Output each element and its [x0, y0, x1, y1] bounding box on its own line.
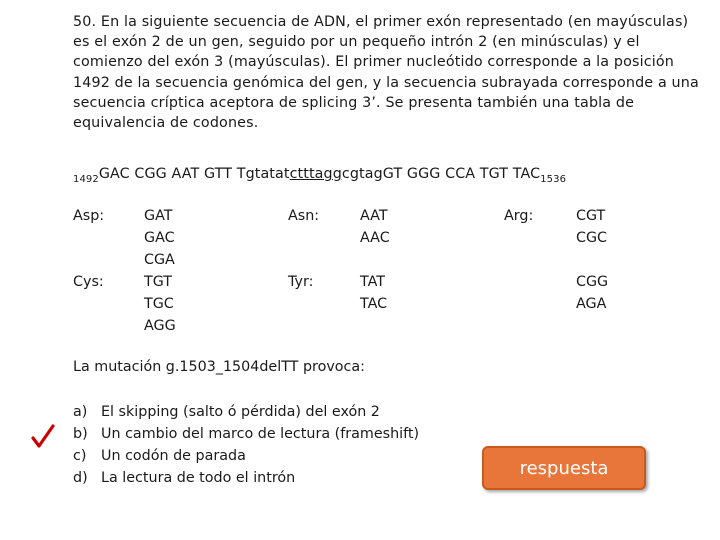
codon-tyr-2: TAC: [360, 296, 388, 312]
codon-cys-3: AGG: [144, 318, 176, 334]
sequence-part-3: GT GGG CCA TGT TAC: [382, 166, 541, 182]
sequence-end-position: 1536: [540, 174, 567, 185]
aa-label-arg: Arg:: [504, 208, 534, 224]
option-letter: b): [73, 426, 88, 442]
sequence-start-position: 1492: [73, 174, 99, 185]
option-d[interactable]: [73, 467, 419, 489]
codon-arg-5: AGA: [576, 296, 607, 312]
codon-cys-1: TGT: [144, 274, 173, 290]
aa-label-tyr: Tyr:: [288, 274, 314, 290]
answer-button[interactable]: respuesta: [482, 446, 646, 490]
codon-asn-2: AAC: [360, 230, 390, 246]
checkmark-icon: [31, 423, 55, 449]
codon-asp-1: GAT: [144, 208, 173, 224]
option-text: El skipping (salto ó pérdida) del exón 2: [101, 404, 380, 420]
option-b[interactable]: [73, 423, 419, 445]
option-letter: c): [73, 448, 87, 464]
cryptic-acceptor-site: ctttagg: [289, 166, 342, 182]
codon-arg-2: CGC: [576, 230, 608, 246]
codon-arg-3: CGA: [144, 252, 175, 268]
option-letter: d): [73, 470, 88, 486]
question-text: 50. En la siguiente secuencia de ADN, el primer exón representado (en mayúsculas) es el exón 2 de un gen, seguido por un pequeño intrón 2 (en minúsculas) y el comienzo del exón 3 (mayúsculas). El primer nucleótido corresponde a la posición 1492 de la secuencia genómica del gen, y la secuencia subrayada corresponde a una secuencia críptica aceptora de splicing 3’. Se presenta también una tabla de equivalencia de codones.: [73, 14, 699, 132]
codon-tyr-1: TAT: [360, 274, 386, 290]
aa-label-asp: Asp:: [73, 208, 105, 224]
option-text: La lectura de todo el intrón: [101, 470, 296, 486]
aa-label-cys: Cys:: [73, 274, 104, 290]
sequence-part-1: GAC CGG AAT GTT Tgtatat: [98, 166, 290, 182]
codon-asp-2: GAC: [144, 230, 175, 246]
option-letter: a): [73, 404, 88, 420]
answer-options: [73, 401, 419, 489]
sequence-part-2: cgtag: [341, 166, 383, 182]
option-a[interactable]: [73, 401, 419, 423]
dna-sequence: [73, 166, 566, 185]
option-text: Un codón de parada: [101, 448, 246, 464]
option-text: Un cambio del marco de lectura (frameshift): [101, 426, 420, 442]
mutation-question: La mutación g.1503_1504delTT provoca:: [73, 359, 365, 375]
aa-label-asn: Asn:: [288, 208, 320, 224]
codon-arg-4: CGG: [576, 274, 609, 290]
option-c[interactable]: [73, 445, 419, 467]
codon-cys-2: TGC: [144, 296, 174, 312]
codon-arg-1: CGT: [576, 208, 606, 224]
codon-asn-1: AAT: [360, 208, 388, 224]
